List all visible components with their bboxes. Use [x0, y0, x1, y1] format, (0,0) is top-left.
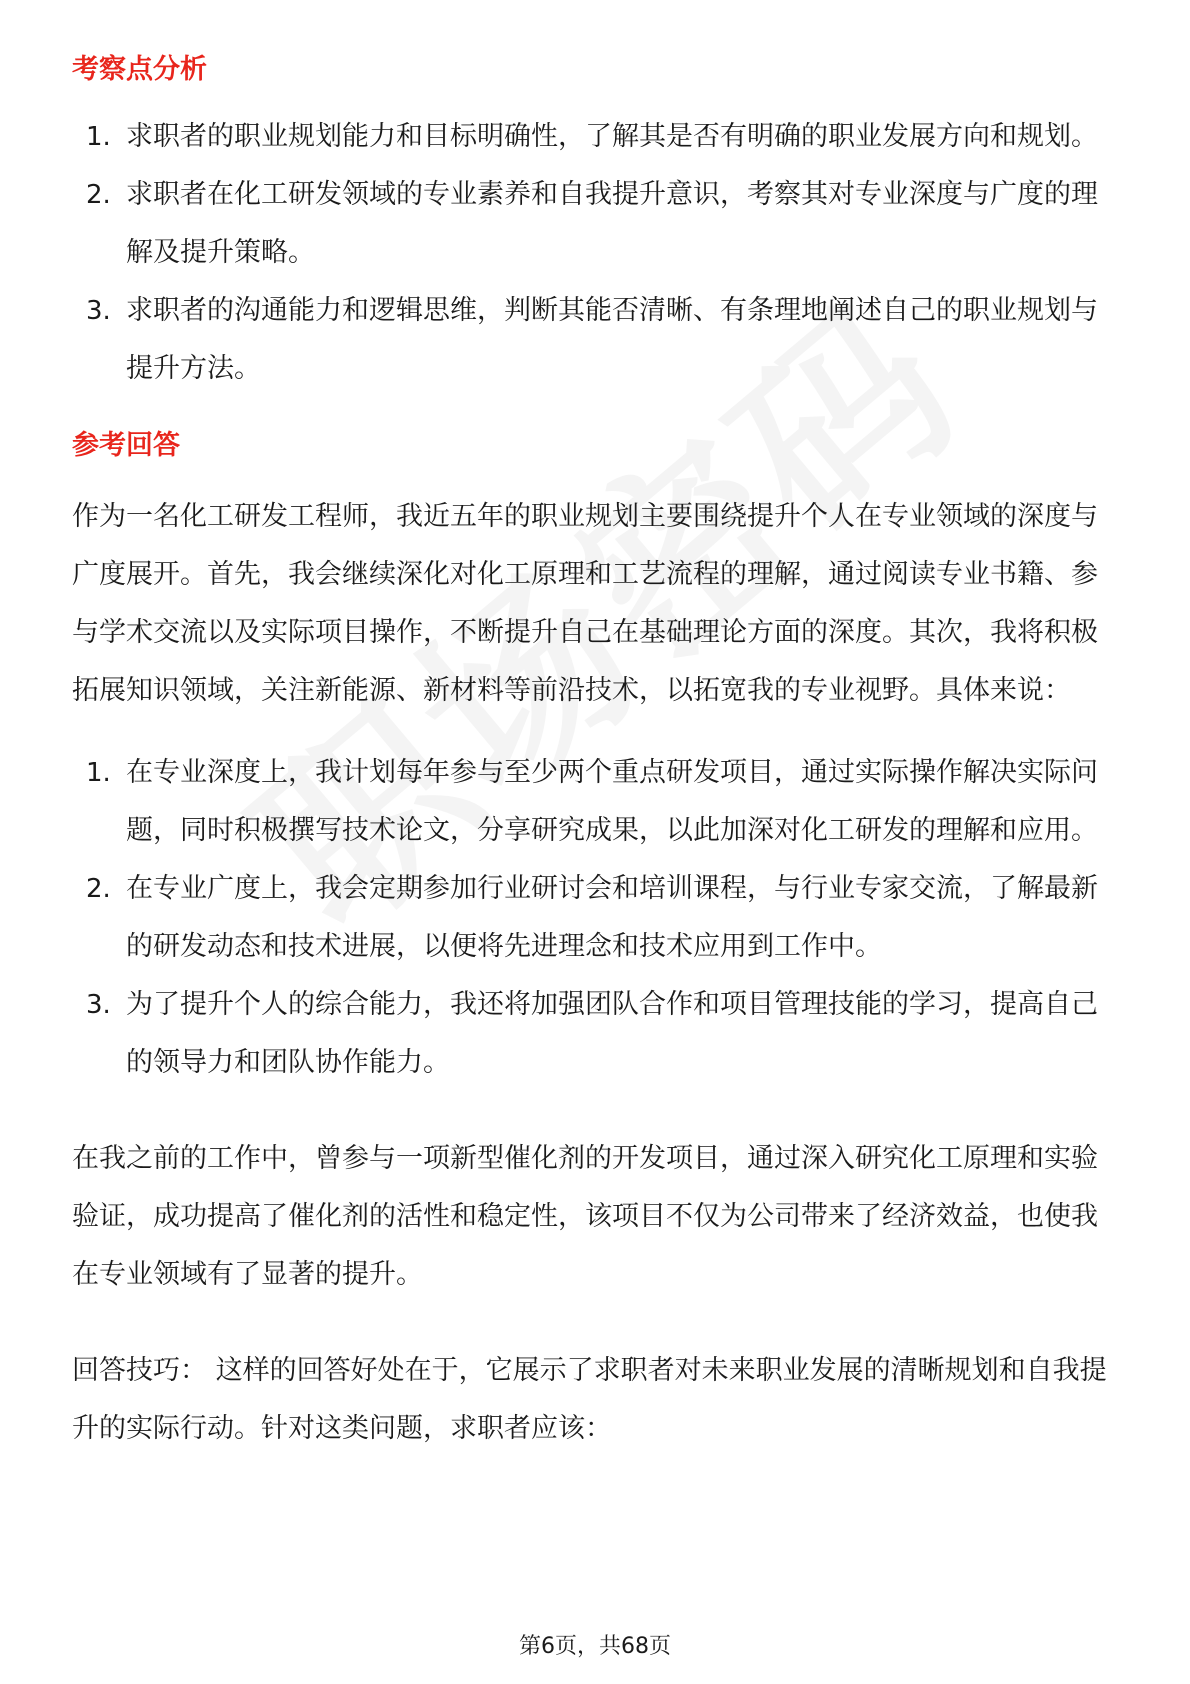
list-item-text: 求职者在化工研发领域的专业素养和自我提升意识，考察其对专业深度与广度的理解及提升策略。	[126, 179, 1098, 268]
list-item-number: 3.	[86, 296, 111, 326]
list-item-text: 为了提升个人的综合能力，我还将加强团队合作和项目管理技能的学习，提高自己的领导力和团队协作能力。	[126, 989, 1098, 1078]
list-item	[72, 744, 1122, 860]
spacer	[72, 720, 1122, 744]
spacer	[72, 1304, 1122, 1342]
list-item-text: 求职者的职业规划能力和目标明确性，了解其是否有明确的职业发展方向和规划。	[126, 121, 1098, 152]
analysis-list	[72, 108, 1122, 398]
list-item-number: 1.	[86, 122, 111, 152]
list-item-text: 求职者的沟通能力和逻辑思维，判断其能否清晰、有条理地阐述自己的职业规划与提升方法。	[126, 295, 1098, 384]
list-item-number: 2.	[86, 874, 111, 904]
page-number: 第6页，共68页	[519, 1634, 671, 1659]
tips-paragraph: 回答技巧： 这样的回答好处在于，它展示了求职者对未来职业发展的清晰规划和自我提升的实际行动。针对这类问题，求职者应该：	[72, 1355, 1107, 1444]
list-item-text: 在专业深度上，我计划每年参与至少两个重点研发项目，通过实际操作解决实际问题，同时积极撰写技术论文，分享研究成果，以此加深对化工研发的理解和应用。	[126, 757, 1098, 846]
section-title-analysis: 考察点分析	[72, 54, 207, 85]
spacer	[72, 1092, 1122, 1130]
document-content	[72, 50, 1122, 1458]
plan-list	[72, 744, 1122, 1092]
experience-paragraph: 在我之前的工作中，曾参与一项新型催化剂的开发项目，通过深入研究化工原理和实验验证，成功提高了催化剂的活性和稳定性，该项目不仅为公司带来了经济效益，也使我在专业领域有了显著的提升。	[72, 1143, 1098, 1290]
section-title-reference-answer: 参考回答	[72, 430, 180, 461]
list-item	[72, 108, 1122, 166]
list-item	[72, 282, 1122, 398]
list-item	[72, 976, 1122, 1092]
list-item-number: 3.	[86, 990, 111, 1020]
list-item	[72, 860, 1122, 976]
list-item-number: 2.	[86, 180, 111, 210]
intro-paragraph: 作为一名化工研发工程师，我近五年的职业规划主要围绕提升个人在专业领域的深度与广度展开。首先，我会继续深化对化工原理和工艺流程的理解，通过阅读专业书籍、参与学术交流以及实际项目操作，不断提升自己在基础理论方面的深度。其次，我将积极拓展知识领域，关注新能源、新材料等前沿技术，以拓宽我的专业视野。具体来说：	[72, 501, 1098, 706]
list-item-number: 1.	[86, 758, 111, 788]
list-item	[72, 166, 1122, 282]
list-item-text: 在专业广度上，我会定期参加行业研讨会和培训课程，与行业专家交流，了解最新的研发动态和技术进展，以便将先进理念和技术应用到工作中。	[126, 873, 1098, 962]
